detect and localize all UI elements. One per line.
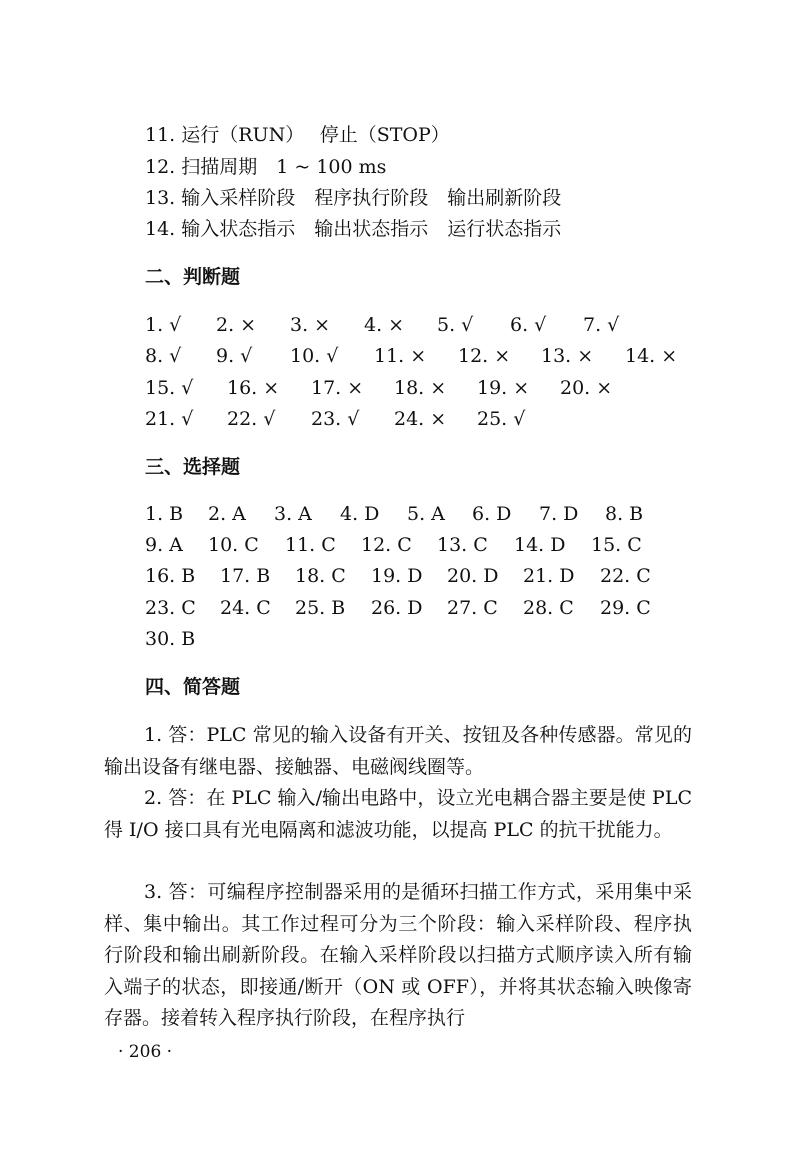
- choice-answer: 11. C: [285, 534, 336, 556]
- choice-answer: 3. A: [274, 503, 312, 525]
- choice-answer: 5. A: [407, 503, 445, 525]
- choice-answer: 27. C: [447, 597, 498, 619]
- choice-row: [145, 627, 705, 651]
- judgment-answer: 11. ×: [374, 345, 427, 367]
- choice-answer: 26. D: [371, 597, 423, 619]
- choice-answer: 10. C: [208, 534, 259, 556]
- judgment-answer: 25. √: [477, 408, 526, 430]
- judgment-answer: 18. ×: [394, 377, 447, 399]
- judgment-answer: 19. ×: [477, 377, 530, 399]
- judgment-answer: 20. ×: [560, 377, 613, 399]
- judgment-answer: 8. √: [145, 345, 182, 367]
- judgment-answer: 7. √: [583, 314, 620, 336]
- judgment-answer: 5. √: [437, 314, 474, 336]
- choice-row: [145, 596, 705, 620]
- choice-answer: 19. D: [371, 565, 423, 587]
- choice-answer: 2. A: [208, 503, 246, 525]
- page-number: · 206 ·: [118, 1042, 173, 1062]
- choice-answer: 24. C: [220, 597, 271, 619]
- choice-answer: 9. A: [145, 534, 183, 556]
- judgment-answer: 13. ×: [541, 345, 594, 367]
- judgment-answer: 22. √: [227, 408, 276, 430]
- choice-row: [145, 533, 705, 557]
- judgment-row: [145, 376, 705, 400]
- choice-row: [145, 502, 705, 526]
- fill-answer-line-13: 13. 输入采样阶段 程序执行阶段 输出刷新阶段: [145, 187, 562, 209]
- choice-answer: 28. C: [523, 597, 574, 619]
- judgment-answer: 3. ×: [290, 314, 331, 336]
- choice-answer: 20. D: [447, 565, 499, 587]
- judgment-answer: 14. ×: [625, 345, 678, 367]
- choice-answer: 25. B: [295, 597, 346, 619]
- judgment-answer: 9. √: [216, 345, 253, 367]
- judgment-answer: 10. √: [290, 345, 339, 367]
- choice-answer: 4. D: [340, 503, 380, 525]
- short-answer-section-heading: 四、简答题: [145, 676, 241, 698]
- fill-answer-line-14: 14. 输入状态指示 输出状态指示 运行状态指示: [145, 218, 562, 240]
- judgment-section-heading: 二、判断题: [145, 266, 241, 288]
- judgment-answer: 21. √: [145, 408, 194, 430]
- choice-answer: 7. D: [539, 503, 579, 525]
- choice-answer: 23. C: [145, 597, 196, 619]
- choice-answer: 12. C: [361, 534, 412, 556]
- choice-answer: 17. B: [220, 565, 271, 587]
- choice-answer: 14. D: [514, 534, 566, 556]
- choice-row: [145, 564, 705, 588]
- choice-answer: 29. C: [600, 597, 651, 619]
- choice-answer: 30. B: [145, 628, 196, 650]
- judgment-answer: 2. ×: [216, 314, 257, 336]
- short-answer-3: 3. 答：可编程序控制器采用的是循环扫描工作方式，采用集中采样、集中输出。其工作过程可分为三个阶段：输入采样阶段、程序执行阶段和输出刷新阶段。在输入采样阶段以扫描方式顺序读入所有输入端子的状态，即接通/断开（ON 或 OFF），并将其状态输入映像寄存器。接着转入程序执行阶段，在程序执行: [104, 881, 692, 1030]
- choice-answer: 22. C: [600, 565, 651, 587]
- choice-answer: 16. B: [145, 565, 196, 587]
- choice-answer: 15. C: [591, 534, 642, 556]
- judgment-answer: 6. √: [510, 314, 547, 336]
- judgment-answer: 15. √: [145, 377, 194, 399]
- judgment-answer: 23. √: [311, 408, 360, 430]
- judgment-answer: 4. ×: [364, 314, 405, 336]
- choice-section-heading: 三、选择题: [145, 456, 241, 478]
- judgment-answer: 17. ×: [311, 377, 364, 399]
- judgment-answer: 16. ×: [227, 377, 280, 399]
- judgment-answer: 24. ×: [394, 408, 447, 430]
- choice-answer: 21. D: [523, 565, 575, 587]
- short-answer-1: 1. 答：PLC 常见的输入设备有开关、按钮及各种传感器。常见的输出设备有继电器、接触器、电磁阀线圈等。: [104, 724, 692, 778]
- fill-answer-line-12: 12. 扫描周期 1 ~ 100 ms: [145, 156, 387, 178]
- judgment-row: [145, 344, 705, 368]
- short-answer-2: 2. 答：在 PLC 输入/输出电路中，设立光电耦合器主要是使 PLC 得 I/O 接口具有光电隔离和滤波功能，以提高 PLC 的抗干扰能力。: [104, 787, 692, 841]
- choice-answer: 1. B: [145, 503, 184, 525]
- choice-answer: 13. C: [437, 534, 488, 556]
- judgment-row: [145, 313, 705, 337]
- choice-answer: 18. C: [295, 565, 346, 587]
- choice-answer: 8. B: [605, 503, 644, 525]
- fill-answer-line-11: 11. 运行（RUN） 停止（STOP）: [145, 124, 450, 146]
- judgment-row: [145, 407, 705, 431]
- judgment-answer: 1. √: [145, 314, 182, 336]
- judgment-answer: 12. ×: [458, 345, 511, 367]
- choice-answer: 6. D: [472, 503, 512, 525]
